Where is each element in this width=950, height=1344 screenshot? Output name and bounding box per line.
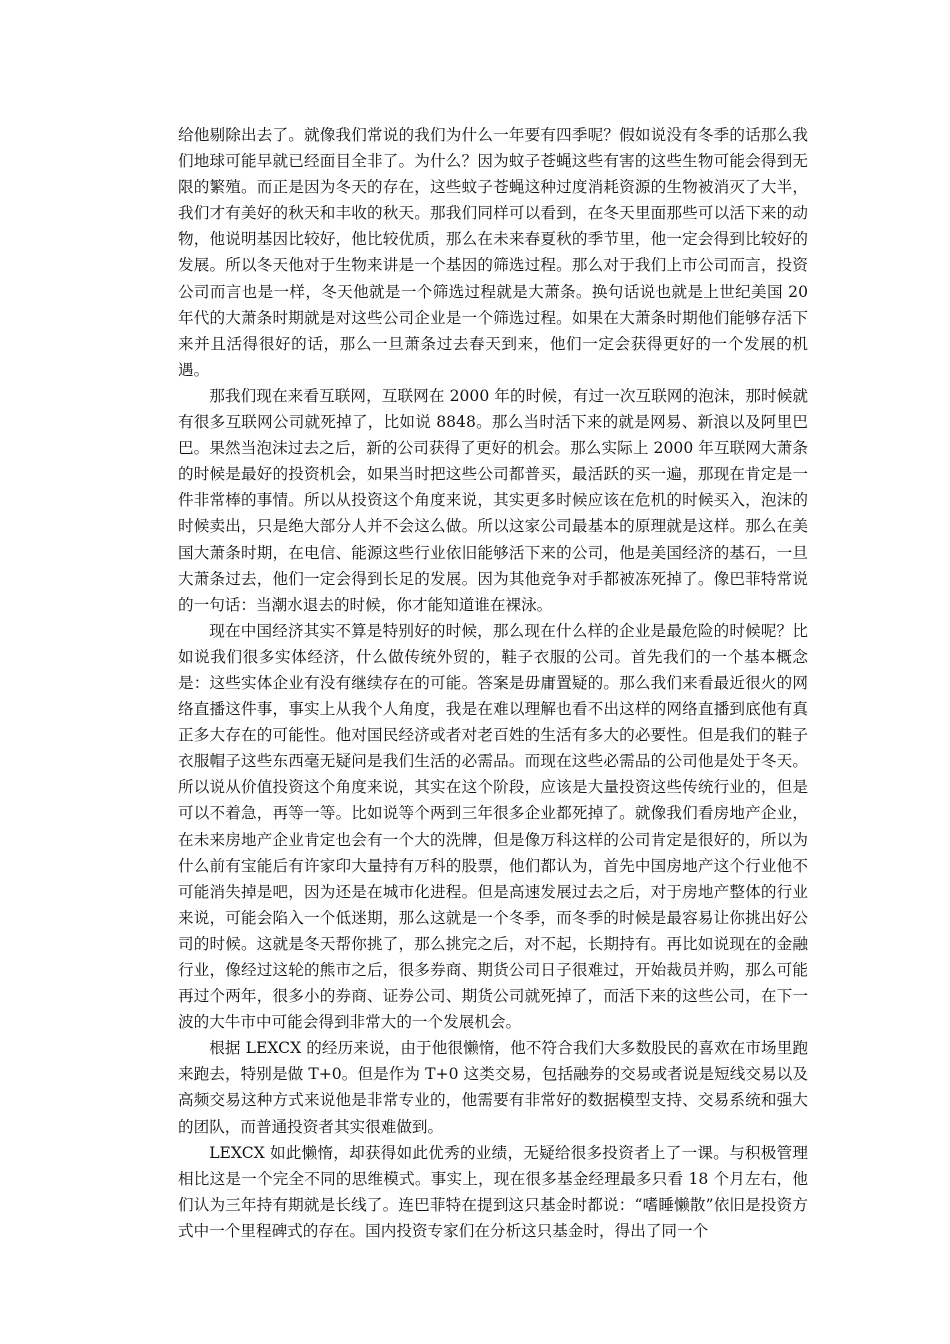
paragraph-lexcx-performance: LEXCX 如此懒惰，却获得如此优秀的业绩，无疑给很多投资者上了一课。与积极管理相比这是一个完全不同的思维模式。事实上，现在很多基金经理最多只看 18 个月左右，他们认为三年持有期就是长线了。连巴菲特在提到这只基金时都说：“嗜睡懒散”依旧是投资方式中一个里程碑式的存在。国内投资专家们在分析这只基金时，得出了同一个	[178, 1143, 808, 1240]
paragraph-china-economy: 现在中国经济其实不算是特别好的时候，那么现在什么样的企业是最危险的时候呢？比如说我们很多实体经济，什么做传统外贸的，鞋子衣服的公司。首先我们的一个基本概念是：这些实体企业有没有继续存在的可能。答案是毋庸置疑的。那么我们来看最近很火的网络直播这件事，事实上从我个人角度，我是在难以理解也看不出这样的网络直播到底他有真正多大存在的可能性。他对国民经济或者对老百姓的生活有多大的必要性。但是我们的鞋子衣服帽子这些东西毫无疑问是我们生活的必需品。而现在这些必需品的公司他是处于冬天。所以说从价值投资这个角度来说，其实在这个阶段，应该是大量投资这些传统行业的，但是可以不着急，再等一等。比如说等个两到三年很多企业都死掉了。就像我们看房地产企业，在未来房地产企业肯定也会有一个大的洗牌，但是像万科这样的公司肯定是很好的，所以为什么前有宝能后有许家印大量持有万科的股票，他们都认为，首先中国房地产这个行业他不可能消失掉是吧，因为还是在城市化进程。但是高速发展过去之后，对于房地产整体的行业来说，可能会陷入一个低迷期，那么这就是一个冬季，而冬季的时候是最容易让你挑出好公司的时候。这就是冬天帮你挑了，那么挑完之后，对不起，长期持有。再比如说现在的金融行业，像经过这轮的熊市之后，很多券商、期货公司日子很难过，开始裁员并购，那么可能再过个两年，很多小的券商、证券公司、期货公司就死掉了，而活下来的这些公司，在下一波的大牛市中可能会得到非常大的一个发展机会。	[178, 621, 808, 1032]
paragraph-winter-screening: 给他剔除出去了。就像我们常说的我们为什么一年要有四季呢？假如说没有冬季的话那么我们地球可能早就已经面目全非了。为什么？因为蚊子苍蝇这些有害的这些生物可能会得到无限的繁殖。而正是因为冬天的存在，这些蚊子苍蝇这种过度消耗资源的生物被消灭了大半，我们才有美好的秋天和丰收的秋天。那我们同样可以看到，在冬天里面那些可以活下来的动物，他说明基因比较好，他比较优质，那么在未来春夏秋的季节里，他一定会得到比较好的发展。所以冬天他对于生物来讲是一个基因的筛选过程。那么对于我们上市公司而言，投资公司而言也是一样，冬天他就是一个筛选过程就是大萧条。换句话说也就是上世纪美国 20 年代的大萧条时期就是对这些公司企业是一个筛选过程。如果在大萧条时期他们能够存活下来并且活得很好的话，那么一旦萧条过去春天到来，他们一定会获得更好的一个发展的机遇。	[178, 126, 808, 379]
document-body	[178, 122, 808, 1244]
paragraph-lexcx-experience: 根据 LEXCX 的经历来说，由于他很懒惰，他不符合我们大多数股民的喜欢在市场里跑来跑去，特别是做 T+0。但是作为 T+0 这类交易，包括融券的交易或者说是短线交易以及高频交易这种方式来说他是非常专业的，他需要有非常好的数据模型支持、交易系统和强大的团队，而普通投资者其实很难做到。	[178, 1039, 808, 1136]
paragraph-internet-bubble: 那我们现在来看互联网，互联网在 2000 年的时候，有过一次互联网的泡沫，那时候就有很多互联网公司就死掉了，比如说 8848。那么当时活下来的就是网易、新浪以及阿里巴巴。果然当泡沫过去之后，新的公司获得了更好的机会。那么实际上 2000 年互联网大萧条的时候是最好的投资机会，如果当时把这些公司都普买，最活跃的买一遍，那现在肯定是一件非常棒的事情。所以从投资这个角度来说，其实更多时候应该在危机的时候买入，泡沫的时候卖出，只是绝大部分人并不会这么做。所以这家公司最基本的原理就是这样。那么在美国大萧条时期，在电信、能源这些行业依旧能够活下来的公司，他是美国经济的基石，一旦大萧条过去，他们一定会得到长足的发展。因为其他竞争对手都被冻死掉了。像巴菲特常说的一句话：当潮水退去的时候，你才能知道谁在裸泳。	[178, 386, 808, 614]
